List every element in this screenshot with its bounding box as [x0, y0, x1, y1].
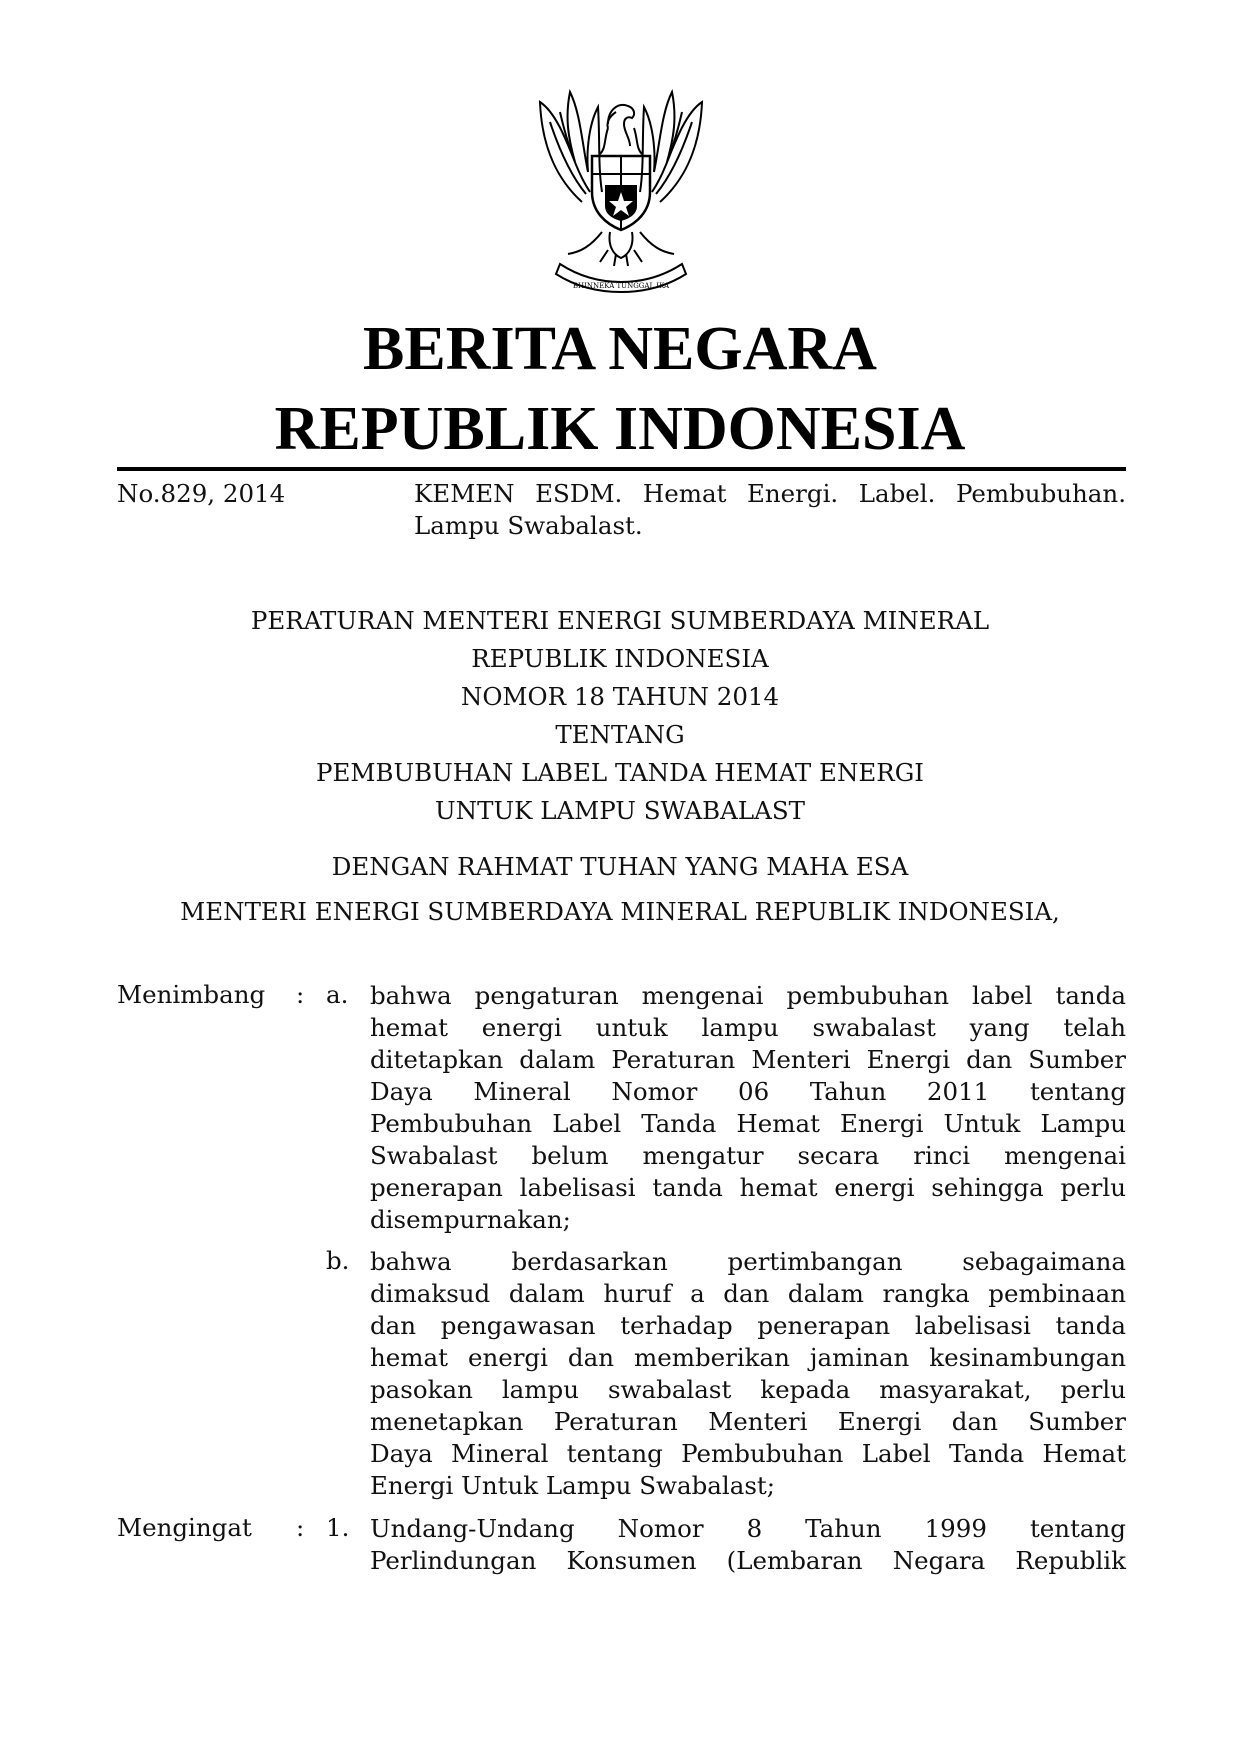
text-line: ditetapkan dalam Peraturan Menteri Energi dan Sumber — [370, 1045, 1126, 1074]
masthead-rule — [117, 467, 1126, 471]
title-line: REPUBLIK INDONESIA — [471, 644, 769, 673]
text-line: bahwa berdasarkan pertimbangan sebagaimana — [370, 1247, 1126, 1276]
menimbang-label: Menimbang — [117, 980, 266, 1009]
item-marker: a. — [326, 980, 349, 1009]
text-line: dimaksud dalam huruf a dan dalam rangka pembinaan — [370, 1279, 1126, 1308]
mengingat-colon: : — [296, 1513, 305, 1542]
title-line: NOMOR 18 TAHUN 2014 — [460, 682, 780, 711]
gazette-number: No.829, 2014 — [117, 479, 286, 508]
emblem-motto: BHINNEKA TUNGGAL IKA — [572, 282, 670, 290]
subject-line: Lampu Swabalast. — [414, 511, 643, 540]
text-line: Undang-Undang Nomor 8 Tahun 1999 tentang — [370, 1514, 1126, 1543]
text-line: Energi Untuk Lampu Swabalast; — [370, 1471, 775, 1500]
text-line: hemat energi untuk lampu swabalast yang telah — [370, 1013, 1126, 1042]
text-line: dan pengawasan terhadap penerapan labelisasi tanda — [370, 1311, 1126, 1340]
menimbang-item-b — [370, 1246, 1126, 1502]
text-line: bahwa pengaturan mengenai pembubuhan label tanda — [370, 981, 1126, 1010]
preamble-line: MENTERI ENERGI SUMBERDAYA MINERAL REPUBLIK INDONESIA, — [180, 897, 1060, 926]
masthead-line-1: BERITA NEGARA — [363, 315, 877, 383]
mengingat-label: Mengingat — [117, 1513, 252, 1542]
title-line: PERATURAN MENTERI ENERGI SUMBERDAYA MINERAL — [250, 606, 990, 635]
text-line: Daya Mineral Nomor 06 Tahun 2011 tentang — [370, 1077, 1126, 1106]
text-line: Daya Mineral tentang Pembubuhan Label Tanda Hemat — [370, 1439, 1126, 1468]
text-line: penerapan labelisasi tanda hemat energi sehingga perlu — [370, 1173, 1126, 1202]
garuda-pancasila-emblem — [520, 82, 722, 302]
text-line: hemat energi dan memberikan jaminan kesinambungan — [370, 1343, 1126, 1372]
title-line: TENTANG — [555, 720, 685, 749]
text-line: disempurnakan; — [370, 1205, 571, 1234]
preamble-line: DENGAN RAHMAT TUHAN YANG MAHA ESA — [331, 852, 909, 881]
menimbang-colon: : — [296, 980, 305, 1009]
title-line: UNTUK LAMPU SWABALAST — [435, 796, 805, 825]
item-marker: 1. — [326, 1513, 350, 1542]
text-line: menetapkan Peraturan Menteri Energi dan Sumber — [370, 1407, 1126, 1436]
masthead-line-2: REPUBLIK INDONESIA — [274, 395, 966, 463]
mengingat-item-1 — [370, 1513, 1126, 1577]
gazette-subject — [414, 478, 1126, 542]
text-line: Perlindungan Konsumen (Lembaran Negara Republik — [370, 1546, 1126, 1575]
text-line: Pembubuhan Label Tanda Hemat Energi Untuk Lampu — [370, 1109, 1126, 1138]
item-marker: b. — [326, 1246, 350, 1275]
title-line: PEMBUBUHAN LABEL TANDA HEMAT ENERGI — [316, 758, 924, 787]
text-line: Swabalast belum mengatur secara rinci mengenai — [370, 1141, 1126, 1170]
subject-line: KEMEN ESDM. Hemat Energi. Label. Pembubuhan. — [414, 479, 1126, 508]
menimbang-item-a — [370, 980, 1126, 1236]
text-line: pasokan lampu swabalast kepada masyarakat, perlu — [370, 1375, 1126, 1404]
